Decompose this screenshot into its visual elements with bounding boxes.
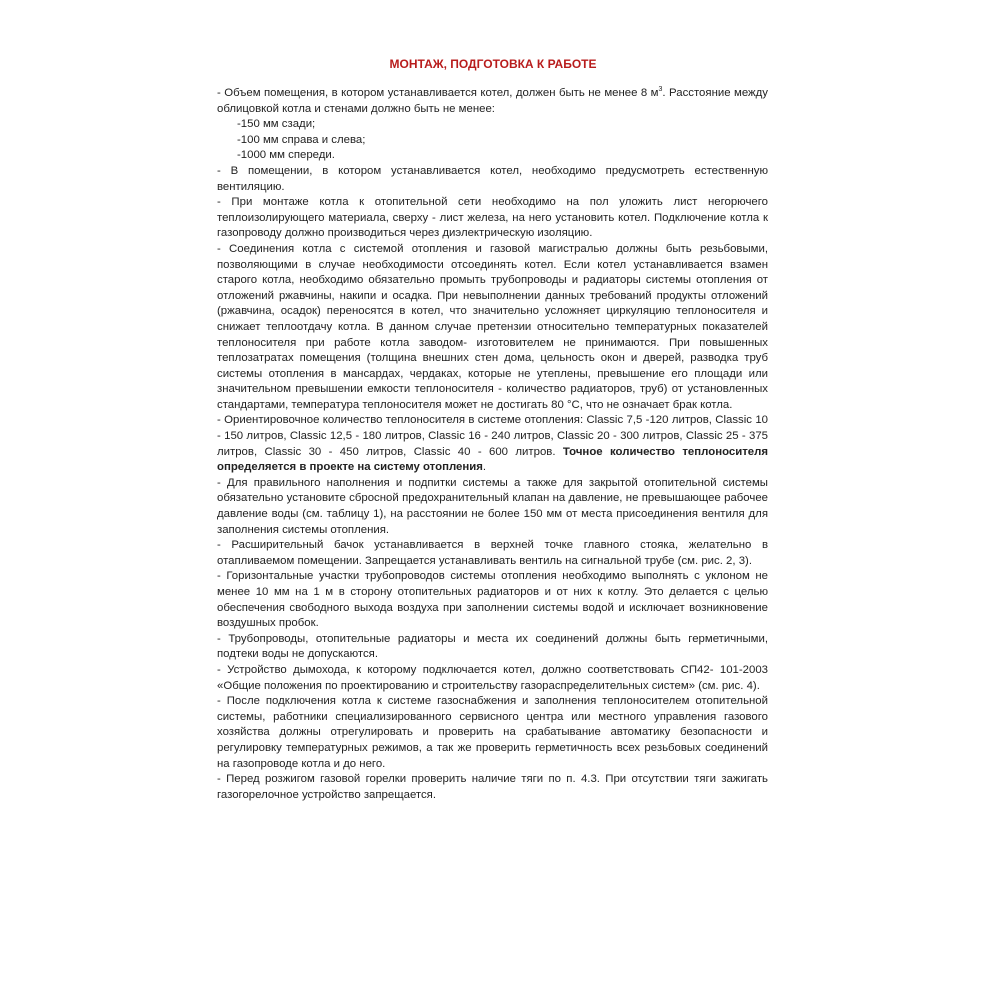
paragraph-draft-check: - Перед розжигом газовой горелки проверить наличие тяги по п. 4.3. При отсутствии тяги зажигать газогорелочное устройство запрещается. <box>217 773 768 801</box>
paragraph-chimney: - Устройство дымохода, к которому подключается котел, должно соответствовать СП42- 101-2003 «Общие положения по проектированию и строительству газораспределительных систем» (см. рис. 4). <box>217 663 768 692</box>
distance-sides: -100 мм справа и слева; <box>237 133 366 146</box>
paragraph-ventilation: - В помещении, в котором устанавливается котел, необходимо предусмотреть естественную вентиляцию. <box>217 164 768 193</box>
paragraph-pipe-slope: - Горизонтальные участки трубопроводов системы отопления необходимо выполнять с уклоном не менее 10 мм на 1 м в сторону отопительных радиаторов и от них к котлу. Это делается с целью обеспечения свободного выхода воздуха при заполнении системы водой и исключает возникновение воздушных пробок. <box>217 570 768 630</box>
distance-back: -150 мм сзади; <box>237 118 316 131</box>
document-body <box>217 86 768 803</box>
paragraph-safety-valve: - Для правильного наполнения и подпитки системы а также для закрытой отопительной системы обязательно установите сбросной предохранительный клапан на давление, не превышающее рабочее давление воды (см. таблицу 1), на расстоянии не более 150 мм от места присоединения вентиля для заполнения системы отопления. <box>217 476 768 536</box>
coolant-volume-end: . <box>482 461 487 474</box>
paragraph-gas-connection: - После подключения котла к системе газоснабжения и заполнения теплоносителем отопительной системы, работники специализированного сервисного центра или местного управления газового хозяйства должны отрегулировать и проверить на срабатывание автоматику безопасности и регулировку температурных режимов, а так же проверить герметичность всех резьбовых соединений на газопроводе котла и до него. <box>217 695 768 770</box>
paragraph-coolant-volume <box>217 413 768 475</box>
paragraph-floor-insulation: - При монтаже котла к отопительной сети необходимо на пол уложить лист негорючего теплоизолирующего материала, сверху - лист железа, на него установить котел. Подключение котла к газопроводу должно производиться через диэлектрическую изоляцию. <box>217 196 768 240</box>
coolant-volume-text: - Ориентировочное количество теплоносителя в системе отопления: Classic 7,5 -120 литров, Classic 10 - 150 литров, Classic 12,5 - 180 литров, Classic 16 - 240 литров, Classic 20 - 300 литров, Classic 25 - 375 литров, Classic 30 - 450 литров, Classic 40 - 600 литров. <box>217 414 768 458</box>
coolant-volume-bold: Точное количество теплоносителя определяется в проекте на систему отопления <box>217 445 769 474</box>
paragraph-room-volume <box>217 86 768 117</box>
paragraph-connections: - Соединения котла с системой отопления и газовой магистралью должны быть резьбовыми, позволяющими в случае необходимости отсоединять котел. Если котел устанавливается взамен старого котла, необходимо обязательно промыть трубопроводы и радиаторы системы отопления от отложений ржавчины, накипи и осадка. При невыполнении данных требований продукты отложений (ржавчина, осадок) переносятся в котел, что значительно усложняет циркуляцию теплоносителя и снижает теплоотдачу котла. В данном случае претензии относительно температурных показателей теплоносителя при работе котла заводом- изготовителем не принимаются. При повышенных теплозатратах помещения (толщина внешних стен дома, цельность окон и дверей, разводка труб системы отопления в мансардах, чердаках, которые не утеплены, превышение его площади или значительном превышении емкости теплоносителя - количество радиаторов, труб) от установленных стандартами, температура теплоносителя может не достигать 80 °С, что не означает брак котла. <box>217 242 768 411</box>
page-title: МОНТАЖ, ПОДГОТОВКА К РАБОТЕ <box>389 57 597 71</box>
cubic-superscript: 3 <box>658 86 663 94</box>
room-volume-tail: . Расстояние между облицовкой котла и стенами должно быть не менее: <box>217 87 768 115</box>
paragraph-hermetic: - Трубопроводы, отопительные радиаторы и места их соединений должны быть герметичными, подтеки воды не допускаются. <box>217 632 768 661</box>
distance-front: -1000 мм спереди. <box>237 149 335 162</box>
room-volume-text: - Объем помещения, в котором устанавливается котел, должен быть не менее 8 м <box>217 87 659 99</box>
paragraph-expansion-tank: - Расширительный бачок устанавливается в верхней точке главного стояка, желательно в отапливаемом помещении. Запрещается устанавливать вентиль на сигнальной трубе (см. рис. 2, 3). <box>217 539 768 567</box>
